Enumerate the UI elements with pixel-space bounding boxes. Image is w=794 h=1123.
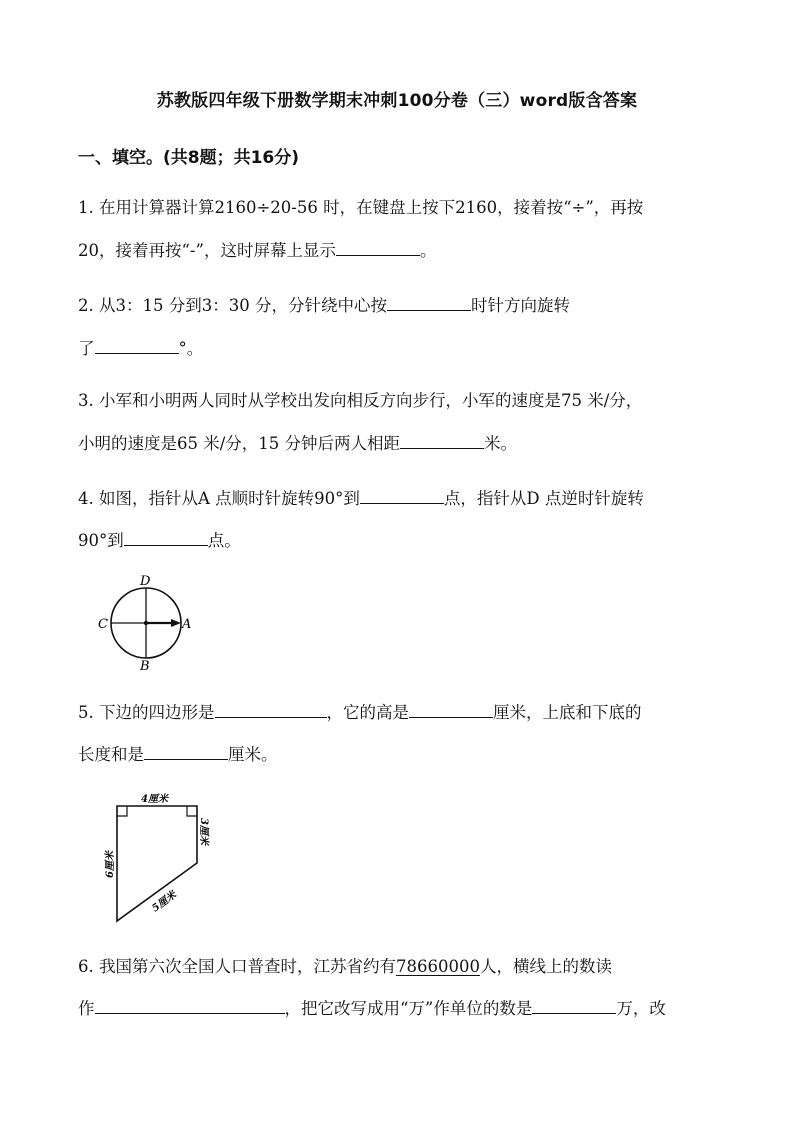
dial-label-a: A xyxy=(182,617,192,632)
q5-shape-blank[interactable] xyxy=(215,701,327,718)
page-title: 苏教版四年级下册数学期末冲刺100分卷（三）word版含答案 xyxy=(156,91,638,111)
q5-text-a: 5. 下边的四边形是 xyxy=(78,703,215,722)
dial-center-dot xyxy=(144,621,148,625)
q6-line2 xyxy=(78,997,666,1021)
q4-dial-figure xyxy=(92,572,202,672)
q3-line2 xyxy=(78,432,517,456)
q4-text-b: 点，指针从D 点逆时针旋转 xyxy=(443,489,644,508)
q4-line1 xyxy=(78,487,644,511)
q2-text-a: 2. 从3：15 分到3：30 分，分针绕中心按 xyxy=(78,296,387,315)
dial-label-d: D xyxy=(140,574,151,589)
q3-text-b: 米。 xyxy=(484,434,518,453)
dial-label-c: C xyxy=(98,617,108,632)
q1-line2 xyxy=(78,239,436,263)
q3-line1: 3. 小军和小明两人同时从学校出发向相反方向步行，小军的速度是75 米/分， xyxy=(78,391,643,410)
label-slant-side: 5厘米 xyxy=(150,889,179,915)
q1-text-a: 20，接着再按“-”，这时屏幕上显示 xyxy=(78,241,336,260)
label-left-side: 6厘米 xyxy=(105,851,116,878)
q4-text-c: 90°到 xyxy=(78,531,124,550)
q1-line1: 1. 在用计算器计算2160÷20-56 时，在键盘上按下2160，接着按“÷”，再按 xyxy=(78,198,644,217)
q4-counterclockwise-blank[interactable] xyxy=(124,529,208,546)
q2-line2 xyxy=(78,337,203,361)
dial-label-b: B xyxy=(140,659,150,672)
q5-trapezoid-figure xyxy=(95,788,225,928)
q5-line1 xyxy=(78,701,642,725)
q6-wan-blank[interactable] xyxy=(532,997,616,1014)
label-right-side: 3厘米 xyxy=(198,818,209,845)
q6-population-number: 78660000 xyxy=(396,957,480,976)
q6-text-d: ，把它改写成用“万”作单位的数是 xyxy=(284,999,533,1018)
q6-text-c: 作 xyxy=(78,999,95,1018)
q5-sum-blank[interactable] xyxy=(144,743,228,760)
pointer-arrowhead xyxy=(171,619,181,627)
q5-text-d: 长度和是 xyxy=(78,745,144,764)
q5-text-c: 厘米，上底和下底的 xyxy=(493,703,642,722)
q2-degree-blank[interactable] xyxy=(95,337,179,354)
right-angle-mark-left xyxy=(117,806,127,816)
q1-text-b: 。 xyxy=(419,241,437,260)
q6-text-b: 人，横线上的数读 xyxy=(479,957,612,976)
q2-direction-blank[interactable] xyxy=(387,294,471,311)
q2-text-c: 了 xyxy=(78,339,95,358)
q5-height-blank[interactable] xyxy=(409,701,493,718)
label-top-base: 4厘米 xyxy=(141,794,168,805)
q4-text-a: 4. 如图，指针从A 点顺时针旋转90°到 xyxy=(78,489,360,508)
q6-line1 xyxy=(78,955,612,979)
q2-line1 xyxy=(78,294,570,318)
q3-text-a: 小明的速度是65 米/分，15 分钟后两人相距 xyxy=(78,434,401,453)
q6-reading-blank[interactable] xyxy=(95,997,285,1014)
section-heading: 一、填空。(共8题；共16分) xyxy=(78,148,300,168)
q5-text-b: ，它的高是 xyxy=(326,703,409,722)
q5-text-e: 厘米。 xyxy=(228,745,278,764)
q4-clockwise-blank[interactable] xyxy=(360,487,444,504)
q2-text-d: °。 xyxy=(178,339,204,358)
q4-text-d: 点。 xyxy=(207,531,241,550)
q2-text-b: 时针方向旋转 xyxy=(470,296,570,315)
q6-text-a: 6. 我国第六次全国人口普查时，江苏省约有 xyxy=(78,957,396,976)
q3-distance-blank[interactable] xyxy=(400,432,484,449)
q1-answer-blank[interactable] xyxy=(336,239,420,256)
q4-line2 xyxy=(78,529,241,553)
q6-text-e: 万，改 xyxy=(616,999,666,1018)
right-angle-mark-right xyxy=(187,806,197,816)
q5-line2 xyxy=(78,743,278,767)
